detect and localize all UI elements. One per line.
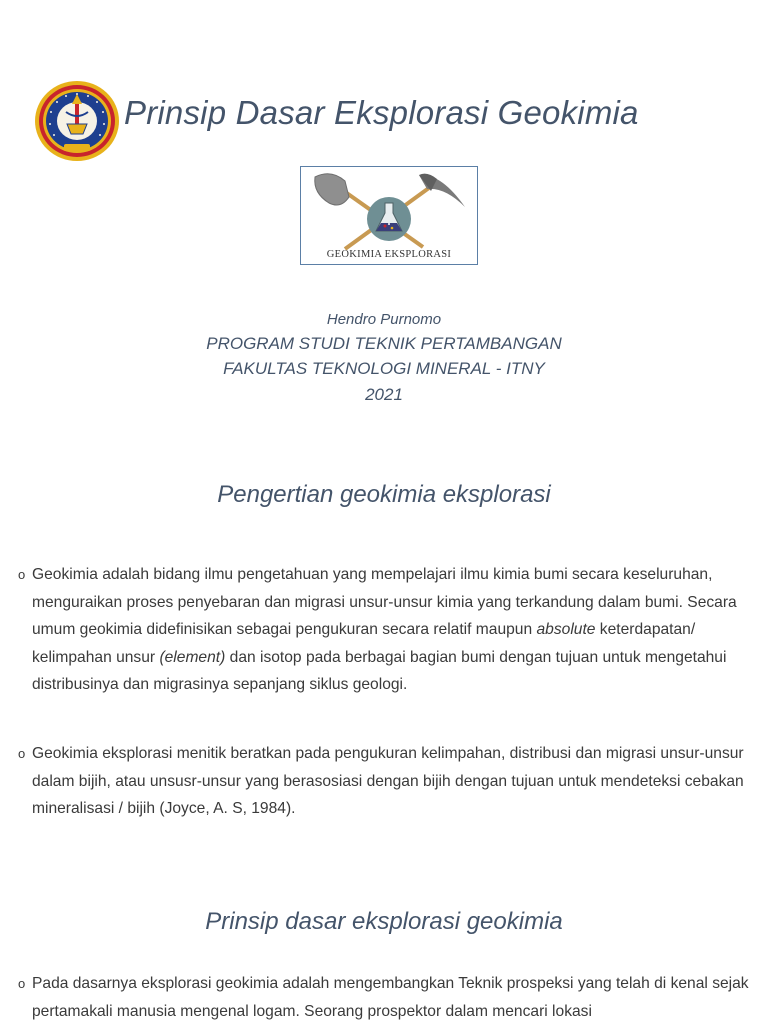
paragraph-text: Geokimia eksplorasi menitik beratkan pada pengukuran kelimpahan, distribusi dan migrasi unsur-unsur dalam bijih, atau unsusr-unsur yang berasosiasi dengan bijih dengan tujuan untuk mendeteksi cebakan mineralisasi / bijih (Joyce, A. S, 1984). [32,745,744,818]
section-heading-definition: Pengertian geokimia eksplorasi [217,481,551,508]
emphasis-element: (element) [159,648,226,666]
bullet-icon: o [18,976,26,991]
author-name: Hendro Purnomo [326,311,442,328]
bullet-icon: o [18,746,26,761]
year: 2021 [365,385,403,404]
paragraph-text: Pada dasarnya eksplorasi geokimia adalah mengembangkan Teknik prospeksi yang telah di kenal sejak pertamakali manusia mengenal logam. Seorang prospektor dalam mencari lokasi [32,975,749,1020]
paragraph-text: Geokimia adalah bidang ilmu pengetahuan yang mempelajari ilmu kimia bumi secara keseluruhan, menguraikan proses penyebaran dan migrasi unsur-unsur kimia yang terkandung dalam bumi. Secara umum geokimia didefinisikan sebagai pengukuran secara relatif maupun [32,566,737,639]
paragraph-principles [18,970,768,1025]
university-seal-icon [34,80,120,162]
page-title: Prinsip Dasar Eksplorasi Geokimia [124,94,639,131]
geochemistry-emblem [300,166,478,265]
paragraph-text: dan isotop pada berbagai bagian bumi dengan tujuan untuk mengetahui distribusinya dan migrasinya sepanjang siklus geologi. [32,648,727,694]
section-heading-principles: Prinsip dasar eksplorasi geokimia [205,908,563,935]
study-program: PROGRAM STUDI TEKNIK PERTAMBANGAN [206,334,562,353]
emblem-caption: GEOKIMIA EKSPLORASI [326,249,452,260]
paragraph-exploration [18,740,768,823]
faculty-name: FAKULTAS TEKNOLOGI MINERAL - ITNY [223,359,545,378]
paragraph-text: keterdapatan/ kelimpahan unsur [32,621,696,666]
paragraph-definition [18,561,768,699]
bullet-icon: o [18,567,26,582]
emphasis-absolute: absolute [536,621,596,639]
